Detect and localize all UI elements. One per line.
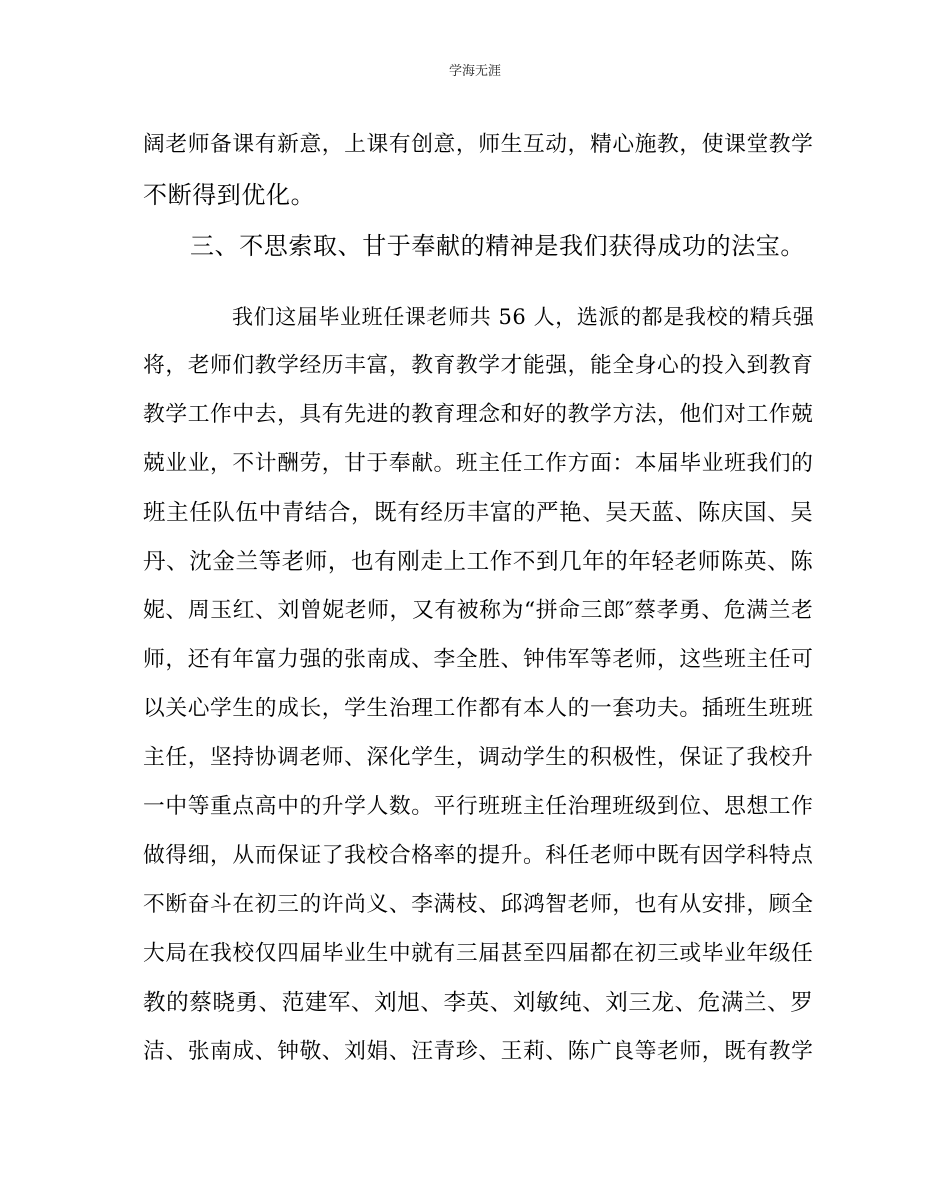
section-heading: 三、不思索取、甘于奉献的精神是我们获得成功的法宝。 [190, 232, 805, 260]
text-line: 阔老师备课有新意，上课有创意，师生互动，精心施教，使课堂教学 [143, 132, 814, 157]
text-line: 教学工作中去，具有先进的教育理念和好的教学方法，他们对工作兢 [143, 402, 814, 427]
text-line: 做得细，从而保证了我校合格率的提升。科任老师中既有因学科特点 [143, 843, 814, 868]
text-line: 大局在我校仅四届毕业生中就有三届甚至四届都在初三或毕业年级任 [143, 941, 814, 966]
text-line: 教的蔡晓勇、范建军、刘旭、李英、刘敏纯、刘三龙、危满兰、罗 [143, 990, 814, 1016]
text-line: 我们这届毕业班任课老师共 56 人，选派的都是我校的精兵强 [232, 305, 815, 329]
text-line: 师，还有年富力强的张南成、李全胜、钟伟军等老师，这些班主任可 [143, 647, 814, 672]
page-header: 学海无涯 [448, 64, 501, 79]
text-line: 丹、沈金兰等老师，也有刚走上工作不到几年的年轻老师陈英、陈 [143, 549, 814, 575]
text-line: 班主任队伍中青结合，既有经历丰富的严艳、吴天蓝、陈庆国、吴 [143, 500, 814, 526]
text-line: 妮、周玉红、刘曾妮老师，又有被称为“拼命三郎″蔡孝勇、危满兰老 [143, 598, 814, 623]
text-line: 兢业业，不计酬劳，甘于奉献。班主任工作方面：本届毕业班我们的 [143, 451, 814, 476]
text-line: 以关心学生的成长，学生治理工作都有本人的一套功夫。插班生班班 [143, 696, 814, 721]
text-line: 将，老师们教学经历丰富，教育教学才能强，能全身心的投入到教育 [143, 353, 814, 378]
text-line: 一中等重点高中的升学人数。平行班班主任治理班级到位、思想工作 [143, 794, 814, 819]
text-line: 不断奋斗在初三的许尚义、李满枝、邱鸿智老师，也有从安排，顾全 [143, 892, 814, 917]
text-line: 主任，坚持协调老师、深化学生，调动学生的积极性，保证了我校升 [143, 745, 814, 770]
text-line: 洁、张南成、钟敬、刘娟、汪青珍、王莉、陈广良等老师，既有教学 [143, 1039, 814, 1064]
text-line: 不断得到优化。 [143, 181, 316, 209]
